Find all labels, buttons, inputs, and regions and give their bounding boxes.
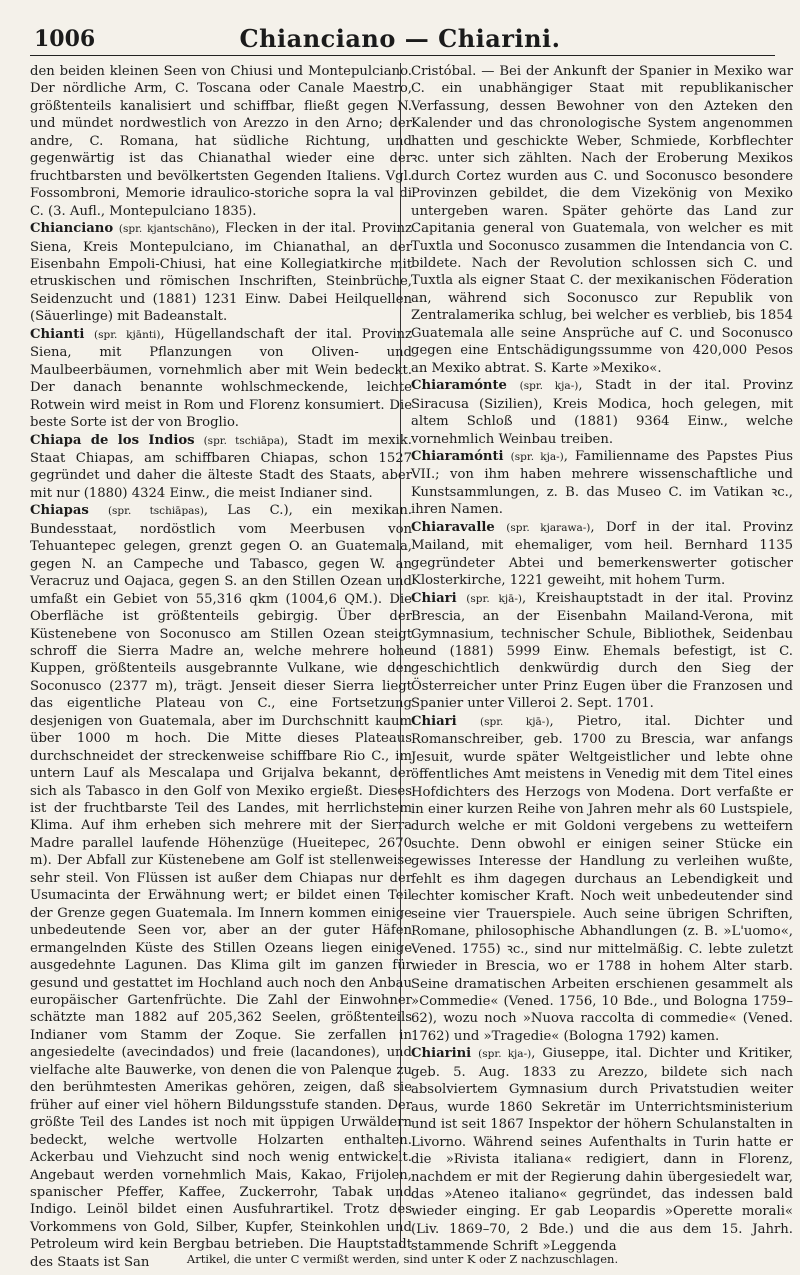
- entry-pronunciation: (spr. kja-): [510, 450, 564, 463]
- dictionary-entry: [411, 590, 793, 713]
- dictionary-entry: [411, 519, 793, 590]
- entry-headword: Chiarini: [411, 1046, 472, 1062]
- entry-headword: Chiaramónti: [411, 448, 504, 464]
- footer-note: Artikel, die unter C vermißt werden, sind unter K oder Z nachzuschlagen.: [186, 1252, 619, 1266]
- entry-text: , Hügellandschaft der ital. Provinz Siena, mit Pflanzungen von Oliven- und Maulbeerbäumen, vornehmlich aber mit Wein bedeckt. Der danach benannte wohlschmeckende, leichte Rotwein wird meist in Rom und Florenz konsumiert. Die beste Sorte ist der von Broglio.: [30, 326, 412, 431]
- entry-pronunciation: (spr. kja-): [519, 380, 579, 393]
- entry-text: Cristóbal. — Bei der Ankunft der Spanier in Mexiko war C. ein unabhängiger Staat mit republikanischer Verfassung, dessen Bewohner von den Azteken den Kalender und das chronologische System angenommen hatten und geschickte Weber, Schmiede, Korbflechter ꝛc. unter sich zählten. Nach der Eroberung Mexikos durch Cortez wurden aus C. und Soconusco besondere Provinzen gebildet, die dem Vizekönig von Mexiko untergeben waren. Später gehörte das Land zur Capitania general von Guatemala, von welcher es mit Tuxtla und Soconusco zusammen die Intendancia von C. bildete. Nach der Revolution schlossen sich C. und Tuxtla als eigner Staat C. der mexikanischen Föderation an, während sich Soconusco zur Republik von Zentralamerika schlug, bei welcher es verblieb, bis 1854 Guatemala alle seine Ansprüche auf C. und Soconusco gegen eine Entschädigungssumme von 420,000 Pesos an Mexiko abtrat. S. Karte »Mexiko«.: [411, 64, 793, 376]
- dictionary-entry: [411, 1045, 793, 1255]
- entry-text: , Stadt in der ital. Provinz Siracusa (Sizilien), Kreis Modica, hoch gelegen, mit altem Schloß und (1881) 9364 Einw., welche vornehmlich Weinbau treiben.: [411, 378, 793, 447]
- entry-headword: Chiapa de los Indios: [30, 432, 195, 448]
- entry-text: , Pietro, ital. Dichter und Romanschreiber, geb. 1700 zu Brescia, war anfangs Jesuit, wurde später Weltgeistlicher und lebte ohne öffentliches Amt meistens in Venedig mit dem Titel eines Hofdichters des Herzogs von Modena. Dort verfaßte er in einer kurzen Reihe von Jahren mehr als 60 Lustspiele, durch welche er mit Goldoni vergebens zu wetteifern suchte. Denn obwohl er einigen seiner Stücke ein gewisses Interesse der Handlung zu verleihen wußte, fehlt es ihm dagegen durchaus an Lebendigkeit und echter komischer Kraft. Noch weit unbedeutender sind seine vier Trauerspiele. Auch seine übrigen Schriften, Romane, philosophische Abhandlungen (z. B. »L'uomo«, Vened. 1755) ꝛc., sind nur mittelmäßig. C. lebte zuletzt wieder in Brescia, wo er 1788 in hohem Alter starb. Seine dramatischen Arbeiten erschienen gesammelt als »Commedie« (Vened. 1756, 10 Bde., und Bologna 1759–62), wozu noch »Nuova raccolta di commedie« (Vened. 1762) und »Tragedie« (Bologna 1792) kamen.: [411, 713, 793, 1044]
- entry-text: , Stadt im mexik. Staat Chiapas, am schiffbaren Chiapas, schon 1527 gegründet und daher die älteste Stadt des Staats, aber mit nur (1880) 4324 Einw., die meist Indianer sind.: [30, 432, 412, 501]
- entry-headword: Chiari: [411, 713, 457, 729]
- page-header: [20, 18, 780, 58]
- entry-text: , Las C.), ein mexikan. Bundesstaat, nordöstlich vom Meerbusen von Tehuantepec gelegen, grenzt gegen O. an Guatemala, gegen N. an Campeche und Tabasco, gegen W. an Veracruz und Oajaca, gegen S. an den Stillen Ozean und umfaßt ein Gebiet von 55,316 qkm (1004,6 QM.). Die Oberfläche ist größtenteils gebirgig. Über der Küstenebene von Soconusco am Stillen Ozean steigt schroff die Sierra Madre an, welche mehrere hohe Kuppen, größtenteils ausgebrannte Vulkane, wie den Soconusco (2377 m), trägt. Jenseit dieser Sierra liegt das eigentliche Plateau von C., eine Fortsetzung desjenigen von Guatemala, aber im Durchschnitt kaum über 1000 m hoch. Die Mitte dieses Plateaus durchschneidet der streckenweise schiffbare Rio C., im untern Lauf als Mescalapa und Grijalva bekannt, der sich als Tabasco in den Golf von Mexiko ergießt. Dieses ist der fruchtbarste Teil des Landes, mit herrlichstem Klima. Auf ihm erheben sich mehrere mit der Sierra Madre parallel laufende Höhenzüge (Hueitepec, 2670 m). Der Abfall zur Küstenebene am Golf ist stellenweise sehr steil. Von Flüssen ist außer dem Chiapas nur der Usumacinta der Erwähnung wert; er bildet einen Teil der Grenze gegen Guatemala. Im Innern kommen einige unbedeutende Seen vor, aber an der guter Häfen ermangelnden Küste des Stillen Ozeans liegen einige ausgedehnte Lagunen. Das Klima gilt im ganzen für gesund und gestattet im Hochland auch noch den Anbau europäischer Gartenfrüchte. Die Zahl der Einwohner schätzte man 1882 auf 205,362 Seelen, größtenteils Indianer vom Stamm der Zoque. Sie zerfallen in angesiedelte (avecindados) und freie (lacandones), und vielfache alte Bauwerke, von denen die von Palenque zu den berühmtesten Amerikas gehören, zeigen, daß sie früher auf einer viel höhern Bildungsstufe standen. Der größte Teil des Landes ist noch mit üppigen Urwäldern bedeckt, welche wertvolle Holzarten enthalten. Ackerbau und Viehzucht sind noch wenig entwickelt. Angebaut werden vornehmlich Mais, Kakao, Frijolen, spanischer Pfeffer, Kaffee, Zuckerrohr, Tabak und Indigo. Leinöl bildet einen Ausfuhrartikel. Trotz des Vorkommens von Gold, Silber, Kupfer, Steinkohlen und Petroleum wird kein Bergbau betrieben. Die Hauptstadt des Staats ist San: [30, 503, 412, 1270]
- entry-pronunciation: (spr. kjarawa-): [506, 521, 591, 534]
- dictionary-entry: [411, 377, 793, 448]
- dictionary-entry: [411, 713, 793, 1046]
- dictionary-entry: [30, 502, 412, 1271]
- entry-headword: Chianti: [30, 326, 85, 342]
- entry-text: , Familienname des Papstes Pius VII.; von ihm haben mehrere wissenschaftliche und Kunstsammlungen, z. B. das Museo C. im Vatikan ꝛc., ihren Namen.: [411, 448, 793, 518]
- continuation-text: [411, 63, 793, 377]
- dictionary-entry: [30, 432, 412, 503]
- entry-text: , Flecken in der ital. Provinz Siena, Kreis Montepulciano, im Chianathal, an der Eisenbahn Empoli-Chiusi, hat eine Kollegiatkirche mit etruskischen und römischen Inschriften, Steinbrüche, Seidenzucht und (1881) 1231 Einw. Dabei Heilquellen (Säuerlinge) mit Badeanstalt.: [30, 221, 412, 325]
- page-number: 1006: [34, 26, 96, 52]
- entry-headword: Chiari: [411, 590, 457, 606]
- entry-headword: Chiaramónte: [411, 378, 507, 394]
- entry-headword: Chiaravalle: [411, 519, 495, 535]
- entry-pronunciation: (spr. tschiāpa): [203, 434, 285, 447]
- header-rule: [30, 55, 775, 56]
- entry-headword: Chiapas: [30, 503, 89, 519]
- entry-text: , Dorf in der ital. Provinz Mailand, mit ehemaliger, vom heil. Bernhard 1135 gegründeter Abtei und bemerkenswerter gotischer Klosterkirche, 1221 geweiht, mit hohem Turm.: [411, 519, 793, 589]
- entry-pronunciation: (spr. kjā-): [466, 592, 523, 605]
- dictionary-entry: [30, 326, 412, 432]
- entry-text: , Giuseppe, ital. Dichter und Kritiker, geb. 5. Aug. 1833 zu Arezzo, bildete sich nach absolviertem Gymnasium durch Privatstudien weiter aus, wurde 1860 Sekretär im Unterrichtsministerium und ist seit 1867 Inspektor der höhern Schulanstalten in Livorno. Während seines Aufenthalts in Turin hatte er die »Rivista italiana« redigiert, dann in Florenz, nachdem er mit der Regierung dahin übergesiedelt war, das »Ateneo italiano« gegründet, das indessen bald wieder einging. Er gab Leopardis »Operette morali« (Liv. 1869–70, 2 Bde.) und die aus dem 15. Jahrh. stammende Schrift »Leggenda: [411, 1046, 793, 1255]
- entry-pronunciation: (spr. kjā-): [479, 715, 550, 728]
- continuation-text: [30, 63, 412, 220]
- entry-pronunciation: (spr. kja-): [478, 1048, 532, 1061]
- dictionary-entry: [30, 220, 412, 326]
- entry-text: , Kreishauptstadt in der ital. Provinz Brescia, an der Eisenbahn Mailand-Verona, mit Gymnasium, technischer Schule, Bibliothek, Seidenbau und (1881) 5999 Einw. Ehemals befestigt, ist C. geschichtlich denkwürdig durch den Sieg der Österreicher unter Prinz Eugen über die Franzosen und Spanier unter Villeroi 2. Sept. 1701.: [411, 590, 793, 712]
- right-column: [411, 63, 793, 1255]
- entry-pronunciation: (spr. kjānti): [93, 328, 161, 341]
- entry-headword: Chianciano: [30, 221, 114, 237]
- entry-text: den beiden kleinen Seen von Chiusi und Montepulciano. Der nördliche Arm, C. Toscana oder Canale Maestro, größtenteils kanalisiert und schiffbar, fließt gegen N. und mündet nordwestlich von Arezzo in den Arno; der andre, C. Romana, hat südliche Richtung, und gegenwärtig ist das Chianathal wieder eine der fruchtbarsten und bevölkertsten Gegenden Italiens. Vgl. Fossombroni, Memorie idraulico-storiche sopra la val di C. (3. Aufl., Montepulciano 1835).: [30, 64, 412, 219]
- entry-pronunciation: (spr. kjantschāno): [118, 223, 216, 236]
- page-title: Chianciano — Chiarini.: [239, 24, 561, 53]
- dictionary-entry: [411, 448, 793, 519]
- column-divider: [400, 63, 401, 1248]
- entry-pronunciation: (spr. tschiāpas): [107, 505, 204, 518]
